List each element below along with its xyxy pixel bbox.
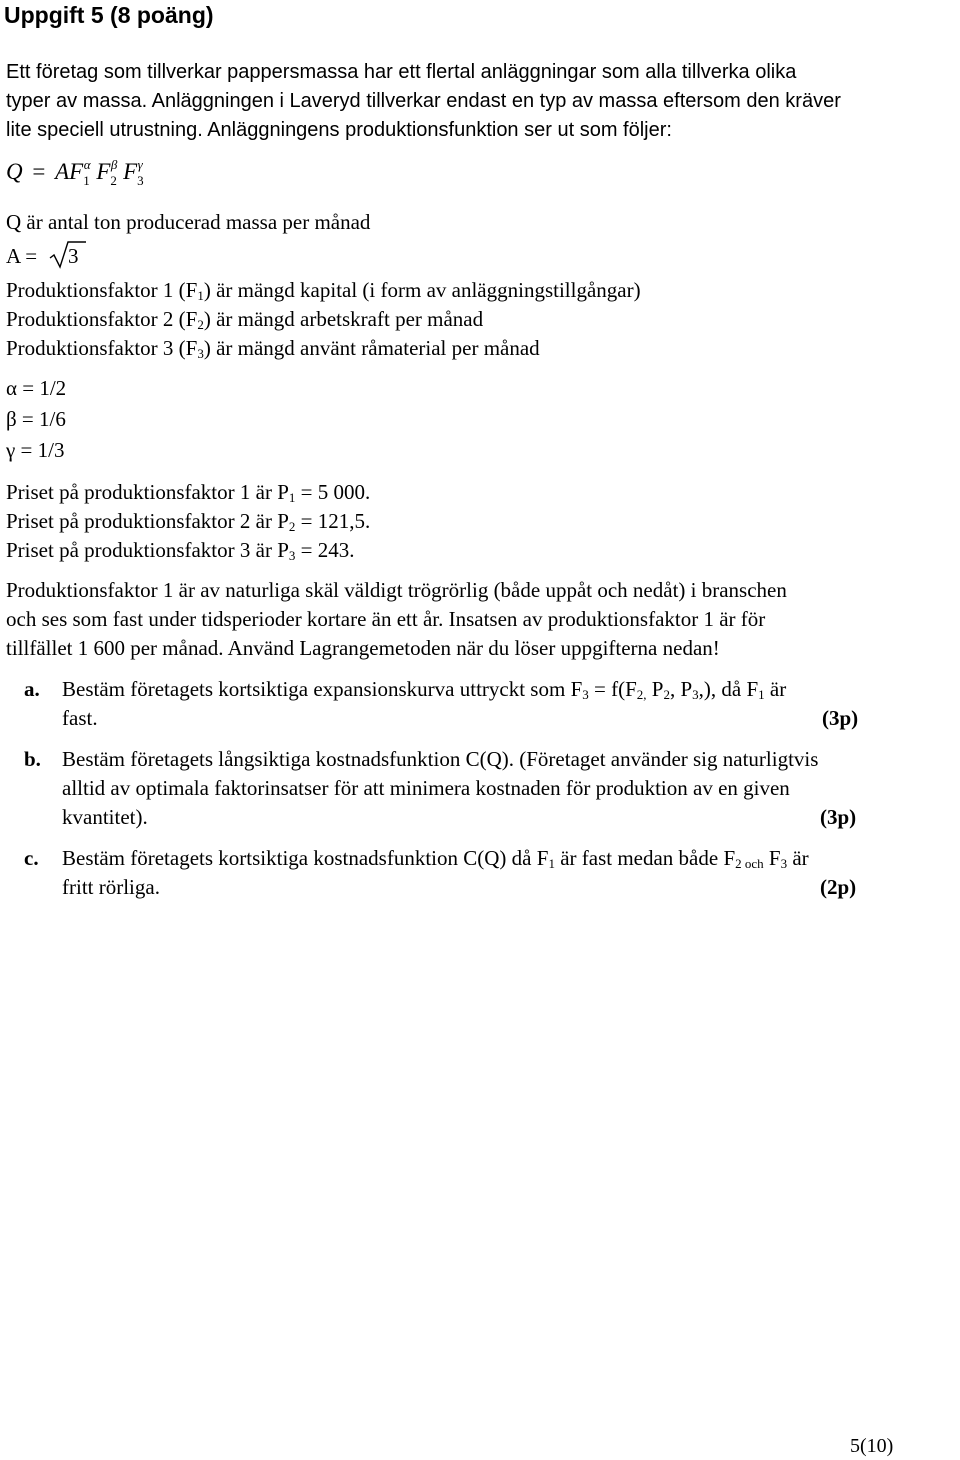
question-a-sub-5: 1 — [758, 687, 765, 702]
price-p3-text: Priset på produktionsfaktor 3 är P — [6, 538, 289, 562]
price-p3 — [6, 540, 354, 561]
question-c-sub-3: 3 — [780, 856, 788, 871]
exponent-beta: β = 1/6 — [6, 407, 66, 431]
formula-f3: F — [123, 159, 138, 184]
question-c-points: (2p) — [820, 875, 857, 899]
definition-f3-text: Produktionsfaktor 3 (F — [6, 336, 198, 360]
formula-a: A — [55, 159, 70, 184]
question-b-line-1: Bestäm företagets långsiktiga kostnadsfunktion C(Q). (Företaget använder sig naturligtvis — [62, 747, 819, 771]
formula-gamma: γ — [137, 157, 143, 172]
question-b-line-2: alltid av optimala faktorinsatser för att minimera kostnaden för produktion av en given — [62, 776, 790, 800]
question-b-line-3: kvantitet). — [62, 805, 148, 829]
formula-q: Q — [6, 159, 23, 184]
context-line-3: tillfället 1 600 per månad. Använd Lagrangemetoden när du löser uppgifterna nedan! — [6, 636, 720, 660]
intro-line-2: typer av massa. Anläggningen i Laveryd tillverkar endast en typ av massa eftersom den kräver — [6, 90, 841, 112]
page-number: 5(10) — [850, 1435, 894, 1457]
price-p2-text: Priset på produktionsfaktor 2 är P — [6, 509, 289, 533]
context-line-1: Produktionsfaktor 1 är av naturliga skäl väldigt trögrörlig (både uppåt och nedåt) i branschen — [6, 578, 787, 602]
definition-f2-sub: 2 — [197, 317, 204, 332]
definition-f1-sub: 1 — [197, 288, 204, 303]
question-a-label: a. — [24, 677, 40, 701]
formula-f1: F — [69, 159, 84, 184]
definition-f1-rest: ) är mängd kapital (i form av anläggningstillgångar) — [203, 278, 641, 302]
exponent-gamma: γ = 1/3 — [6, 438, 65, 462]
exponent-alpha: α = 1/2 — [6, 376, 67, 400]
formula-f2: F — [96, 159, 111, 184]
question-b-label: b. — [24, 747, 41, 771]
question-c-text-3: F — [763, 846, 781, 870]
price-p1-text: Priset på produktionsfaktor 1 är P — [6, 480, 289, 504]
definition-f3-sub: 3 — [197, 346, 204, 361]
question-a-line-2: fast. — [62, 706, 98, 730]
question-c-text: Bestäm företagets kortsiktiga kostnadsfunktion C(Q) då F — [62, 846, 549, 870]
production-function-formula — [6, 157, 144, 188]
definition-f1 — [6, 280, 641, 301]
formula-f1-sub: 1 — [83, 173, 90, 188]
question-a-line-1 — [62, 679, 786, 700]
definition-a-label: A = — [6, 244, 38, 268]
question-a-sub-3: 2 — [663, 687, 670, 702]
definition-q: Q är antal ton producerad massa per månad — [6, 210, 371, 234]
formula-f2-sub: 2 — [110, 173, 117, 188]
definition-f2 — [6, 309, 483, 330]
formula-alpha: α — [83, 157, 91, 172]
definition-a — [6, 246, 37, 267]
question-c-sub-2: 2 och — [735, 856, 764, 871]
price-p2-value: = 121,5. — [295, 509, 371, 533]
task-heading: Uppgift 5 (8 poäng) — [4, 2, 214, 28]
question-a-text-5: ,), då F — [698, 677, 759, 701]
intro-line-1: Ett företag som tillverkar pappersmassa har ett flertal anläggningar som alla tillverka olika — [6, 61, 797, 83]
question-b-points: (3p) — [820, 805, 857, 829]
formula-f3-sub: 3 — [137, 173, 144, 188]
formula-beta: β — [110, 157, 118, 172]
price-p3-value: = 243. — [295, 538, 355, 562]
question-a-text: Bestäm företagets kortsiktiga expansionskurva uttryckt som F — [62, 677, 583, 701]
question-a-sub-2: 2, — [636, 687, 647, 702]
question-c-line-2: fritt rörliga. — [62, 875, 160, 899]
question-c-text-2: är fast medan både F — [554, 846, 736, 870]
question-c-sub-1: 1 — [548, 856, 555, 871]
question-a-text-3: P — [646, 677, 664, 701]
price-p1 — [6, 482, 370, 503]
question-a-text-6: är — [764, 677, 787, 701]
definition-f3-rest: ) är mängd använt råmaterial per månad — [203, 336, 540, 360]
question-c-text-4: är — [787, 846, 809, 870]
formula-equals: = — [32, 159, 46, 184]
question-a-points: (3p) — [822, 706, 859, 730]
price-p1-value: = 5 000. — [295, 480, 371, 504]
question-a-sub-4: 3 — [692, 687, 699, 702]
price-p3-sub: 3 — [288, 548, 296, 563]
context-line-2: och ses som fast under tidsperioder kortare än ett år. Insatsen av produktionsfaktor 1 är för — [6, 607, 766, 631]
question-c-label: c. — [24, 846, 39, 870]
definition-f1-text: Produktionsfaktor 1 (F — [6, 278, 198, 302]
definition-f3 — [6, 338, 540, 359]
price-p2-sub: 2 — [288, 519, 296, 534]
definition-f2-text: Produktionsfaktor 2 (F — [6, 307, 198, 331]
question-c-line-1 — [62, 848, 809, 869]
question-a-text-4: , P — [669, 677, 693, 701]
question-a-text-2: = f(F — [588, 677, 637, 701]
definition-a-value: 3 — [68, 244, 79, 268]
price-p1-sub: 1 — [288, 490, 296, 505]
question-a-sub-1: 3 — [582, 687, 589, 702]
definition-f2-rest: ) är mängd arbetskraft per månad — [203, 307, 484, 331]
intro-line-3: lite speciell utrustning. Anläggningens produktionsfunktion ser ut som följer: — [6, 119, 672, 141]
price-p2 — [6, 511, 370, 532]
